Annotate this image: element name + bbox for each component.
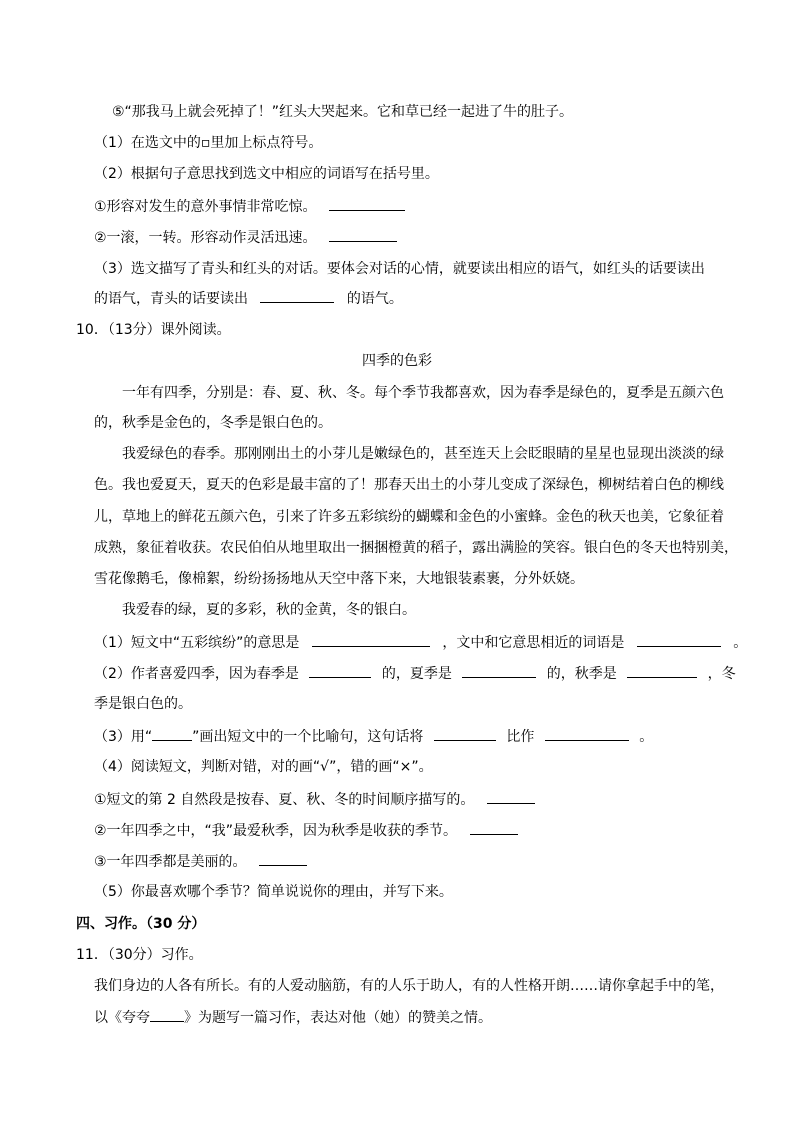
q9-part3-line2 [94, 288, 403, 309]
passage-title: 四季的色彩 [362, 353, 432, 369]
para2-line2: 色。我也爱夏天，夏天的色彩是最丰富的了！那春天出土的小芽儿变成了深绿色，柳树结着白色的柳线 [94, 477, 724, 493]
q10-part4: （4）阅读短文，判断对错，对的画“√”，错的画“×”。 [94, 759, 433, 775]
answer-blank[interactable] [260, 288, 334, 303]
q10-part4-c [94, 851, 307, 872]
q11-header: 11．（30分）习作。 [76, 947, 203, 963]
answer-blank[interactable] [637, 632, 721, 647]
q11-body-line2 [94, 1007, 492, 1028]
answer-blank[interactable] [462, 663, 536, 678]
q11-body-text-b: 》为题写一篇习作，表达对他（她）的赞美之情。 [184, 1010, 492, 1026]
q10-part2 [94, 663, 736, 684]
q9-part3-line1: （3）选文描写了青头和红头的对话。要体会对话的心情，就要读出相应的语气，如红头的话要读出 [94, 261, 705, 277]
q9-part1: （1）在选文中的▫里加上标点符号。 [94, 135, 323, 151]
section-4-header: 四、习作。（30 分） [76, 916, 206, 932]
q10-part3-text-c: 比作 [506, 729, 535, 745]
para2-line5: 雪花像鹅毛，像棉絮，纷纷扬扬地从天空中落下来，大地银装素裹，分外妖娆。 [94, 571, 584, 587]
q10-part4-c-text: ③一年四季都是美丽的。 [94, 854, 247, 870]
answer-blank[interactable] [329, 196, 405, 211]
q10-part1-text-a: （1）短文中“五彩缤纷”的意思是 [94, 635, 300, 651]
q9-part3-text-a: 的语气，青头的话要读出 [94, 291, 248, 307]
q10-part3-text-b: ”画出短文中的一个比喻句，这句话将 [192, 729, 424, 745]
q10-part1-text-b: ，文中和它意思相近的词语是 [442, 635, 625, 651]
q10-part2-text-d: ，冬 [707, 666, 736, 682]
q9-part2-b [94, 227, 397, 248]
para1-line1: 一年有四季，分别是：春、夏、秋、冬。每个季节我都喜欢，因为春季是绿色的，夏季是五颜六色 [122, 385, 724, 401]
q10-header: 10．（13分）课外阅读。 [76, 322, 231, 338]
q9-part2: （2）根据句子意思找到选文中相应的词语写在括号里。 [94, 166, 439, 182]
q9-part2-a-text: ①形容对发生的意外事情非常吃惊。 [94, 199, 317, 215]
para3: 我爱春的绿，夏的多彩，秋的金黄，冬的银白。 [122, 602, 416, 618]
answer-blank[interactable] [470, 820, 518, 835]
para2-line4: 成熟，象征着收获。农民伯伯从地里取出一捆捆橙黄的稻子，露出满脸的笑容。银白色的冬天也特别美， [94, 540, 738, 556]
answer-blank[interactable] [150, 1007, 184, 1022]
q10-part2-text-a: （2）作者喜爱四季，因为春季是 [94, 666, 299, 682]
para2-line3: 儿，草地上的鲜花五颜六色，引来了许多五彩缤纷的蝴蝶和金色的小蜜蜂。金色的秋天也美，它象征着 [94, 509, 724, 525]
q9-part3-text-b: 的语气。 [346, 291, 403, 307]
answer-blank[interactable] [545, 726, 629, 741]
q10-part2-text-c: 的，秋季是 [546, 666, 617, 682]
answer-blank[interactable] [487, 789, 535, 804]
q10-part4-a-text: ①短文的第 2 自然段是按春、夏、秋、冬的时间顺序描写的。 [94, 792, 475, 808]
q10-part3 [94, 726, 653, 747]
answer-blank[interactable] [259, 851, 307, 866]
q11-body-text-a: 以《夸夸 [94, 1010, 150, 1026]
q10-part1-text-c: 。 [733, 635, 748, 651]
q10-part5: （5）你最喜欢哪个季节？简单说说你的理由，并写下来。 [94, 884, 453, 900]
q9-part2-b-text: ②一滚，一转。形容动作灵活迅速。 [94, 230, 317, 246]
q10-part2-line2: 季是银白色的。 [94, 696, 192, 712]
q10-part1 [94, 632, 747, 653]
q10-part3-text-a: （3）用“ [94, 729, 153, 745]
q10-part3-text-d: 。 [639, 729, 654, 745]
q10-part4-a [94, 789, 535, 810]
sentence-5: ⑤“那我马上就会死掉了！”红头大哭起来。它和草已经一起进了牛的肚子。 [112, 104, 574, 120]
answer-blank[interactable] [312, 632, 430, 647]
para2-line1: 我爱绿色的春季。那刚刚出土的小芽儿是嫩绿色的，甚至连天上会眨眼睛的星星也显现出淡淡的绿 [122, 446, 724, 462]
q10-part2-text-b: 的，夏季是 [381, 666, 452, 682]
q10-part4-b-text: ②一年四季之中，“我”最爱秋季，因为秋季是收获的季节。 [94, 823, 458, 839]
answer-blank[interactable] [434, 726, 496, 741]
answer-blank[interactable] [309, 663, 371, 678]
underline-sample [152, 726, 192, 741]
q11-body-line1: 我们身边的人各有所长。有的人爱动脑筋，有的人乐于助人，有的人性格开朗……请你拿起手中的笔， [94, 978, 724, 994]
q9-part2-a [94, 196, 405, 217]
answer-blank[interactable] [627, 663, 697, 678]
answer-blank[interactable] [329, 227, 397, 242]
para1-line2: 的，秋季是金色的，冬季是银白色的。 [94, 415, 332, 431]
q10-part4-b [94, 820, 518, 841]
